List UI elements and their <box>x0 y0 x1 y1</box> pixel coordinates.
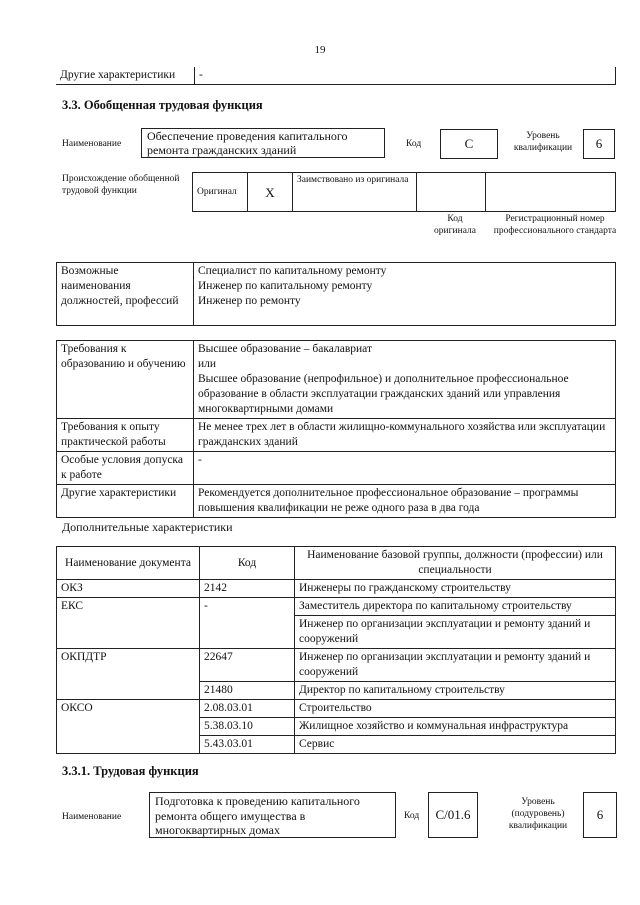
position-item: Инженер по ремонту <box>198 295 301 307</box>
add-header-code: Код <box>200 547 295 580</box>
origin-original: Оригинал <box>193 173 248 212</box>
add-doc: ЕКС <box>57 598 200 649</box>
tf-name-value: Подготовка к проведению капитального ремонта общего имущества в многоквартирных домах <box>149 792 396 838</box>
position-item: Инженер по капитальному ремонту <box>198 280 373 292</box>
tf-level-value: 6 <box>583 792 617 838</box>
gf-level-label: Уровень квалификации <box>513 131 573 153</box>
table-row <box>57 649 616 682</box>
prev-other-value: - <box>195 67 616 85</box>
positions-label: Возможные наименования должностей, профессий <box>57 263 194 326</box>
origin-code-caption: Код оригинала <box>434 214 476 236</box>
add-code: 2142 <box>200 580 295 598</box>
tf-name-label: Наименование <box>62 812 122 822</box>
add-name: Заместитель директора по капитальному строительству <box>295 598 616 616</box>
req-row-experience <box>57 419 616 452</box>
req-line: Высшее образование – бакалавриат <box>198 343 372 355</box>
tf-code-label: Код <box>404 811 420 821</box>
add-code: 22647 <box>200 649 295 682</box>
add-name: Инженер по организации эксплуатации и ремонту зданий и сооружений <box>295 649 616 682</box>
tf-level-label: Уровень (подуровень) квалификации <box>508 797 568 831</box>
add-code: 21480 <box>200 682 295 700</box>
add-header-doc: Наименование документа <box>57 547 200 580</box>
add-name: Строительство <box>295 700 616 718</box>
tf-code-value: С/01.6 <box>428 792 478 838</box>
add-header-name: Наименование базовой группы, должности (профессии) или специальности <box>295 547 616 580</box>
req-value: - <box>194 452 616 485</box>
prev-other-label: Другие характеристики <box>56 67 195 85</box>
gf-code-label: Код <box>406 139 422 149</box>
origin-label: Происхождение обобщенной трудовой функции <box>62 174 180 196</box>
origin-reg-caption: Регистрационный номер профессионального стандарта <box>493 214 617 236</box>
origin-mark: X <box>248 173 293 212</box>
gf-name-label: Наименование <box>62 139 122 149</box>
add-code: - <box>200 598 295 649</box>
add-doc: ОКЗ <box>57 580 200 598</box>
req-label: Особые условия допуска к работе <box>57 452 194 485</box>
add-doc: ОКПДТР <box>57 649 200 700</box>
req-label: Другие характеристики <box>57 485 194 518</box>
add-code: 5.43.03.01 <box>200 736 295 754</box>
gf-name-value: Обеспечение проведения капитального ремонта гражданских зданий <box>141 128 385 158</box>
table-row <box>57 700 616 718</box>
prev-other-table <box>56 67 616 85</box>
positions-table <box>56 262 616 326</box>
table-row <box>57 598 616 616</box>
gf-level-value: 6 <box>583 129 615 159</box>
req-line: или <box>198 358 217 370</box>
gf-code-value: С <box>440 129 498 159</box>
origin-table <box>192 172 616 212</box>
add-code: 5.38.03.10 <box>200 718 295 736</box>
add-name: Сервис <box>295 736 616 754</box>
req-value: Рекомендуется дополнительное профессиональное образование – программы повышения квалификации не реже одного раза в два года <box>194 485 616 518</box>
page-number: 19 <box>314 44 326 56</box>
req-value: Не менее трех лет в области жилищно-коммунального хозяйства или эксплуатации гражданских зданий <box>194 419 616 452</box>
req-line: Высшее образование (непрофильное) и дополнительное профессиональное образование в области эксплуатации гражданских зданий или управления многоквартирными домами <box>198 373 569 415</box>
origin-reg-cell <box>486 173 616 212</box>
additional-title: Дополнительные характеристики <box>62 520 233 534</box>
add-name: Жилищное хозяйство и коммунальная инфраструктура <box>295 718 616 736</box>
req-label: Требования к опыту практической работы <box>57 419 194 452</box>
req-row-special <box>57 452 616 485</box>
subsection-title: 3.3.1. Трудовая функция <box>62 764 199 778</box>
add-name: Инженер по организации эксплуатации и ремонту зданий и сооружений <box>295 616 616 649</box>
req-value <box>194 341 616 419</box>
req-row-education <box>57 341 616 419</box>
section-title: 3.3. Обобщенная трудовая функция <box>62 98 263 112</box>
positions-list <box>194 263 616 326</box>
position-item: Специалист по капитальному ремонту <box>198 265 387 277</box>
req-label: Требования к образованию и обучению <box>57 341 194 419</box>
table-row <box>57 580 616 598</box>
additional-table <box>56 546 616 754</box>
add-doc: ОКСО <box>57 700 200 754</box>
add-name: Инженеры по гражданскому строительству <box>295 580 616 598</box>
requirements-table <box>56 340 616 518</box>
add-code: 2.08.03.01 <box>200 700 295 718</box>
add-name: Директор по капитальному строительству <box>295 682 616 700</box>
origin-code-cell <box>417 173 486 212</box>
req-row-other <box>57 485 616 518</box>
origin-borrowed: Заимствовано из оригинала <box>293 173 417 212</box>
